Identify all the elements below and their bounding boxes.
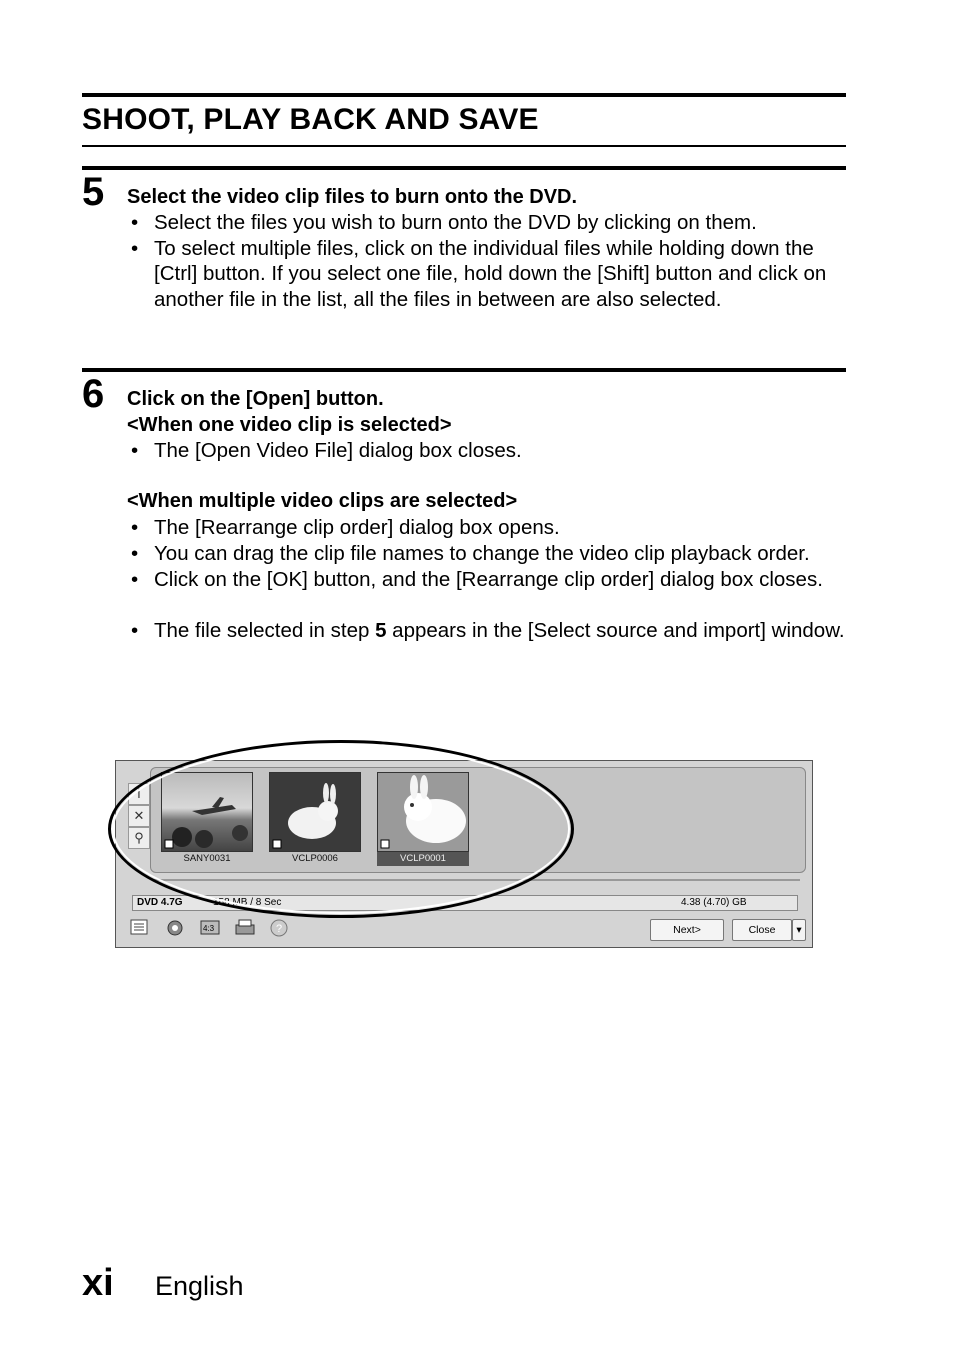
list-item: • The file selected in step 5 appears in the [Select source and import] window. — [131, 618, 845, 642]
printer-icon[interactable] — [232, 917, 258, 939]
footer-language: English — [155, 1271, 244, 1301]
bottom-toolbar — [126, 915, 806, 943]
svg-text:4:3: 4:3 — [203, 924, 215, 933]
gear-icon[interactable] — [162, 917, 188, 939]
clip-caption: VCLP0006 — [292, 853, 338, 864]
step5-heading: Select the video clip files to burn onto the DVD. — [127, 186, 578, 208]
list-item: • The [Rearrange clip order] dialog box opens. — [131, 516, 560, 540]
delete-icon[interactable]: ✕ — [128, 805, 150, 827]
info-icon[interactable]: i — [128, 783, 150, 805]
step6-sub2: <When multiple video clips are selected> — [127, 490, 518, 513]
list-item: • Select the files you wish to burn onto the DVD by clicking on them. — [131, 211, 757, 234]
clip-caption: SANY0031 — [183, 853, 231, 864]
capacity-info: 4.38 (4.70) GB — [681, 897, 747, 908]
step6-bullets — [127, 438, 847, 644]
step6-heading: Click on the [Open] button. <When one video clip is selected> — [127, 388, 452, 436]
next-button[interactable]: Next> — [650, 919, 724, 941]
disc-type-select[interactable]: DVD 4.7G — [137, 897, 183, 908]
close-button[interactable]: Close — [732, 919, 792, 941]
list-item: • Click on the [OK] button, and the [Rearrange clip order] dialog box closes. — [131, 567, 823, 591]
page-number: xi — [82, 1262, 114, 1304]
step5-bullets — [127, 210, 847, 313]
section-title: SHOOT, PLAY BACK AND SAVE — [82, 103, 539, 136]
title-bottom-rule — [82, 145, 846, 147]
svg-text:?: ? — [276, 923, 283, 935]
step5-rule — [82, 166, 846, 170]
aspect-ratio-icon[interactable] — [198, 917, 224, 939]
help-icon[interactable] — [266, 917, 292, 939]
step6-rule — [82, 368, 846, 372]
title-top-rule — [82, 93, 846, 97]
list-item: • The [Open Video File] dialog box closes. — [131, 439, 522, 462]
highlight-oval-inner — [112, 744, 570, 914]
clip-caption: VCLP0001 — [377, 852, 469, 866]
list-item: • You can drag the clip file names to change the video clip playback order. — [131, 541, 810, 565]
zoom-icon[interactable]: ⚲ — [128, 827, 150, 849]
step5-number: 5 — [82, 170, 105, 214]
step6-sub1: <When one video clip is selected> — [127, 414, 452, 436]
close-dropdown-arrow[interactable]: ▾ — [792, 919, 806, 941]
step6-number: 6 — [82, 372, 105, 416]
size-info: 158 MB / 8 Sec — [213, 897, 282, 908]
list-item: • To select multiple files, click on the individual files while holding down the [Ctrl] button. If you select one file, hold down the [Shift] button and click on another file in the list, all the files in between are also selected. — [131, 236, 827, 312]
list-icon[interactable] — [128, 917, 154, 939]
